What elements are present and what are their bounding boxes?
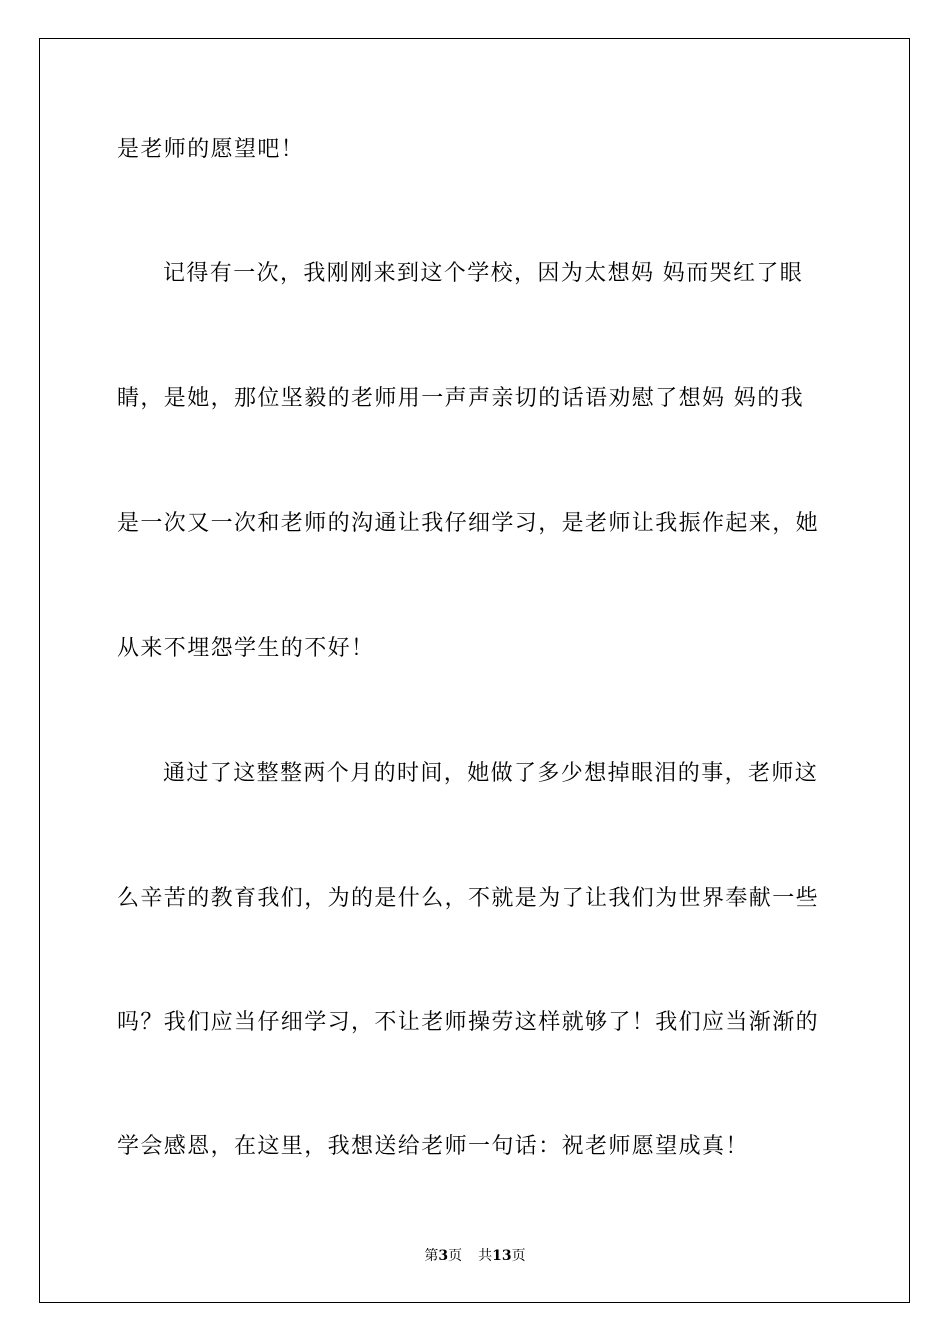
page-suffix: 页 (448, 1248, 463, 1264)
text-line-9: 学会感恩，在这里，我想送给老师一句话：祝老师愿望成真！ (117, 1134, 749, 1159)
page-footer (0, 1247, 950, 1265)
text-line-4: 是一次又一次和老师的沟通让我仔细学习，是老师让我振作起来，她 (117, 511, 820, 536)
text-line-3: 睛，是她，那位坚毅的老师用一声声亲切的话语劝慰了想妈 妈的我 (117, 386, 804, 411)
page-prefix: 第 (424, 1248, 439, 1264)
text-line-7: 么辛苦的教育我们，为的是什么，不就是为了让我们为世界奉献一些 (117, 886, 820, 911)
text-line-8: 吗？我们应当仔细学习，不让老师操劳这样就够了！我们应当渐渐的 (117, 1010, 820, 1035)
total-pages: 13 (492, 1248, 512, 1264)
text-line-1: 是老师的愿望吧！ (117, 137, 305, 162)
text-line-5: 从来不埋怨学生的不好！ (117, 636, 375, 661)
page-number: 3 (438, 1248, 449, 1264)
text-line-6: 通过了这整整两个月的时间，她做了多少想掉眼泪的事，老师这 (163, 761, 819, 786)
page-border (39, 38, 910, 1303)
total-prefix: 共 (478, 1248, 493, 1264)
total-suffix: 页 (511, 1248, 526, 1264)
text-line-2: 记得有一次，我刚刚来到这个学校，因为太想妈 妈而哭红了眼 (163, 261, 804, 286)
